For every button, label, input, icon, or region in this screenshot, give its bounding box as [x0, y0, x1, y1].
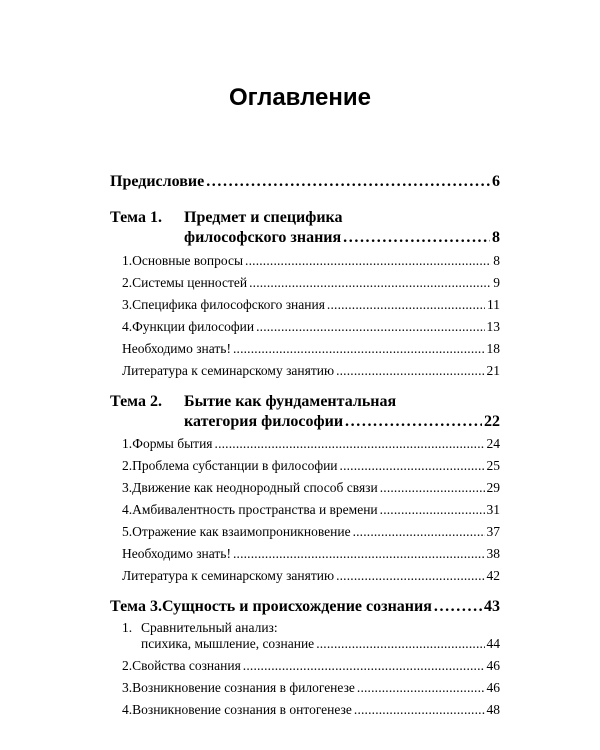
toc-entry[interactable] — [122, 319, 500, 335]
toc-entry[interactable] — [122, 524, 500, 540]
toc-entry-label: Движение как неоднородный способ связи — [132, 480, 378, 495]
dot-leader — [340, 458, 485, 474]
item-number: 2. — [122, 458, 133, 473]
item-number: 4. — [122, 702, 133, 717]
toc-page-number: 21 — [486, 363, 500, 378]
toc-entry[interactable] — [122, 275, 500, 291]
dot-leader — [233, 546, 485, 562]
toc-entry-label-line1: Сравнительный анализ: — [141, 620, 278, 635]
toc-entry-must-know[interactable] — [122, 341, 500, 357]
toc-entry-label: Предисловие — [110, 173, 205, 190]
dot-leader — [327, 297, 485, 313]
page-title: Оглавление — [229, 84, 371, 111]
item-number: 4. — [122, 502, 133, 517]
topic-title-line1: Бытие как фундаментальная — [184, 393, 397, 410]
topic-number: Тема 3. — [110, 598, 162, 615]
toc-page-number: 8 — [492, 229, 500, 246]
toc-page-number: 37 — [486, 524, 500, 539]
toc-page-number: 11 — [487, 297, 500, 312]
toc-entry[interactable] — [122, 502, 500, 518]
toc-page-number: 9 — [493, 275, 500, 290]
toc-page-number: 8 — [493, 253, 500, 268]
toc-page-number: 22 — [484, 413, 500, 430]
toc-page-number: 43 — [484, 598, 500, 615]
dot-leader — [256, 319, 484, 335]
dot-leader — [316, 636, 484, 652]
toc-entry-label: Функции философии — [132, 319, 255, 334]
toc-entry-label: Необходимо знать! — [122, 341, 231, 356]
toc-entry-must-know[interactable] — [122, 546, 500, 562]
item-number: 3. — [122, 680, 133, 695]
toc-entry[interactable] — [122, 658, 500, 674]
toc-entry[interactable] — [122, 680, 500, 696]
toc-entry-label: Проблема субстанции в философии — [132, 458, 338, 473]
toc-entry-label: Литература к семинарскому занятию — [122, 568, 335, 583]
topic-number: Тема 1. — [110, 209, 162, 226]
item-number: 4. — [122, 319, 133, 334]
toc-entry-label: Возникновение сознания в филогенезе — [132, 680, 355, 695]
topic-2-title-line2[interactable] — [184, 412, 500, 432]
topic-title-line2: категория философии — [184, 413, 344, 430]
toc-entry-preface[interactable] — [110, 172, 500, 192]
toc-page-number: 6 — [492, 173, 500, 190]
toc-page-number: 18 — [486, 341, 500, 356]
dot-leader — [206, 172, 490, 192]
toc-entry-label: Амбивалентность пространства и времени — [132, 502, 378, 517]
toc-page-number: 29 — [486, 480, 500, 495]
topic-title-line1: Сущность и происхождение сознания — [161, 598, 432, 615]
dot-leader — [345, 412, 482, 432]
toc-page-number: 25 — [486, 458, 500, 473]
toc-entry-label: Основные вопросы — [132, 253, 244, 268]
dot-leader — [243, 658, 485, 674]
item-number: 2. — [122, 658, 133, 673]
topic-number: Тема 2. — [110, 393, 162, 410]
topic-1-title-line2[interactable] — [184, 228, 500, 248]
toc-entry[interactable] — [141, 636, 500, 652]
toc-page-number: 42 — [486, 568, 500, 583]
item-number: 3. — [122, 480, 133, 495]
toc-entry-literature[interactable] — [122, 568, 500, 584]
dot-leader — [380, 480, 485, 496]
dot-leader — [353, 524, 485, 540]
item-number: 3. — [122, 297, 133, 312]
dot-leader — [354, 702, 485, 718]
dot-leader — [380, 502, 485, 518]
toc-page-number: 48 — [486, 702, 500, 717]
toc-entry[interactable] — [122, 480, 500, 496]
toc-entry-label: психика, мышление, сознание — [141, 636, 315, 651]
toc-entry[interactable] — [122, 297, 500, 313]
toc-entry-label: Формы бытия — [132, 436, 213, 451]
topic-title-line2: философского знания — [184, 229, 342, 246]
toc-page-number: 31 — [486, 502, 500, 517]
item-number: 1. — [122, 436, 133, 451]
toc-entry-label: Специфика философского знания — [132, 297, 325, 312]
dot-leader — [343, 228, 490, 248]
toc-entry-label: Необходимо знать! — [122, 546, 231, 561]
topic-2-heading[interactable] — [110, 392, 396, 412]
toc-page-number: 38 — [486, 546, 500, 561]
toc-entry[interactable] — [122, 702, 500, 718]
dot-leader — [357, 680, 485, 696]
toc-entry-label: Системы ценностей — [132, 275, 248, 290]
toc-page-number: 46 — [486, 658, 500, 673]
toc-entry-literature[interactable] — [122, 363, 500, 379]
dot-leader — [434, 597, 482, 617]
topic-1-heading[interactable] — [110, 208, 343, 228]
toc-entry-label: Отражение как взаимопроникновение — [132, 524, 351, 539]
toc-entry-label: Возникновение сознания в онтогенезе — [132, 702, 352, 717]
dot-leader — [249, 275, 491, 291]
toc-entry[interactable] — [122, 253, 500, 269]
dot-leader — [336, 568, 484, 584]
toc-page-number: 24 — [486, 436, 500, 451]
toc-entry-label: Литература к семинарскому занятию — [122, 363, 335, 378]
item-number: 1. — [122, 253, 133, 268]
item-number: 2. — [122, 275, 133, 290]
toc-page-number: 46 — [486, 680, 500, 695]
toc-page-number: 44 — [486, 636, 500, 651]
toc-entry-label: Свойства сознания — [132, 658, 241, 673]
toc-entry[interactable] — [122, 458, 500, 474]
toc-entry[interactable] — [122, 436, 500, 452]
dot-leader — [336, 363, 484, 379]
dot-leader — [233, 341, 485, 357]
toc-page-number: 13 — [486, 319, 500, 334]
item-number: 1. — [122, 620, 133, 635]
topic-3-heading[interactable] — [110, 597, 500, 617]
item-number: 5. — [122, 524, 133, 539]
toc-entry-multiline-first[interactable] — [122, 619, 278, 636]
topic-title-line1: Предмет и специфика — [184, 209, 343, 226]
dot-leader — [215, 436, 485, 452]
dot-leader — [245, 253, 491, 269]
